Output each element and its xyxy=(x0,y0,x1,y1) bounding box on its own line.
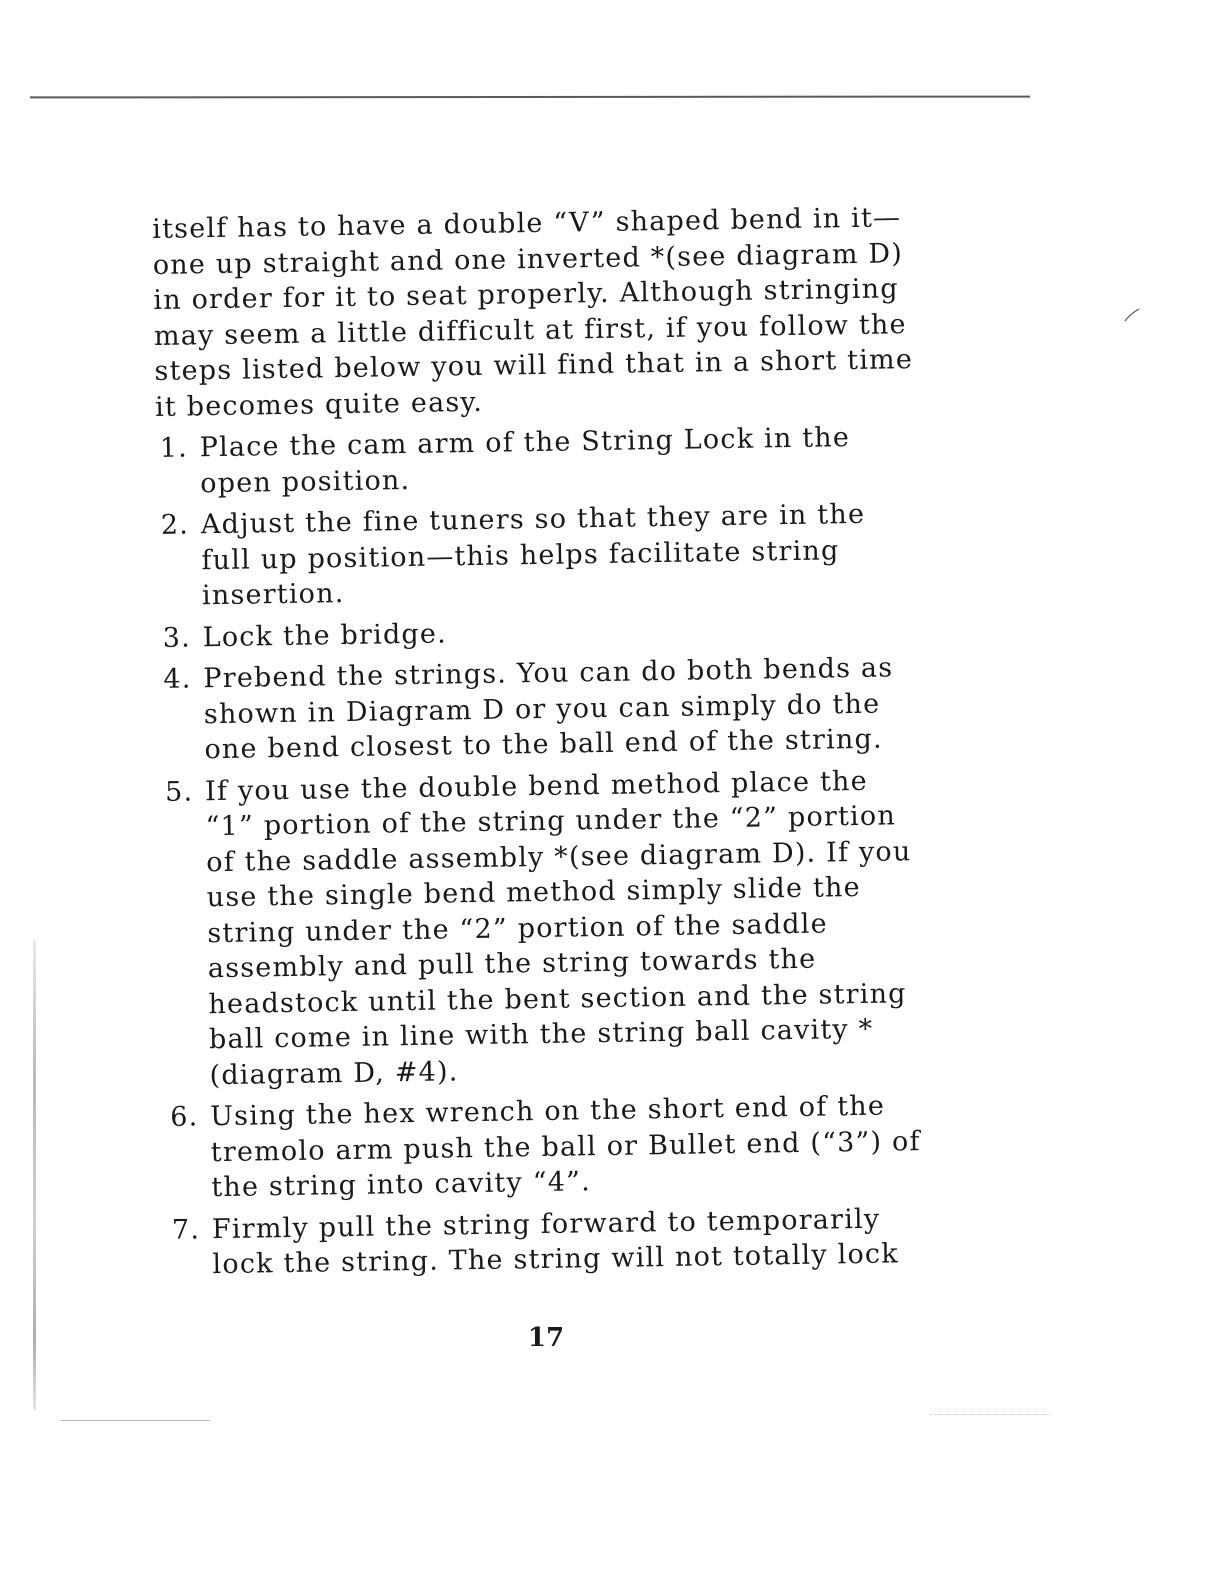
step-item xyxy=(155,419,916,502)
step-item xyxy=(157,496,919,614)
step-item xyxy=(168,1200,929,1283)
top-rule xyxy=(30,96,1030,99)
step-number: 4. xyxy=(163,663,192,695)
bottom-rule-left xyxy=(60,1420,210,1421)
step-text: Place the cam arm of the String Lock in the open position. xyxy=(199,422,851,499)
page-number: 17 xyxy=(527,1323,565,1353)
step-item xyxy=(166,1088,928,1206)
step-text: Prebend the strings. You can do both bends as shown in Diagram D or you can simply do the one bend closest to the ball end of the string. xyxy=(203,652,894,766)
stringing-steps-list xyxy=(155,419,928,1283)
step-text: Firmly pull the string forward to temporarily lock the string. The string will not totally lock xyxy=(211,1203,900,1281)
step-text: Lock the bridge. xyxy=(202,617,448,653)
scan-edge-shadow xyxy=(33,940,36,1410)
step-text: Adjust the fine tuners so that they are in the full up position—this helps facilitate string insertion. xyxy=(200,498,866,612)
step-item xyxy=(158,609,918,656)
intro-paragraph: itself has to have a double “V” shaped bend in it— one up straight and one inverted *(see diagram D) in order for it to seat properly. Although stringing may seem a little difficult at first, if you follow the steps listed below you will find that in a short time it becomes quite easy. xyxy=(152,202,914,423)
step-number: 3. xyxy=(162,621,192,654)
step-number: 6. xyxy=(169,1101,199,1133)
step-number: 1. xyxy=(159,432,189,464)
step-text: If you use the double bend method place the “1” portion of the string under the “2” portion of the saddle assembly *(see diagram D). If you use the single bend method simply slide the string under the “2” portion of the saddle assembly and pull the string towards the headstock until the bent section and the string ball come in line with the string ball cavity *(diagram D, #4). xyxy=(204,765,912,1091)
step-text: Using the hex wrench on the short end of the tremolo arm push the ball or Bullet end (“3”) of the string into cavity “4”. xyxy=(209,1090,921,1204)
step-number: 2. xyxy=(160,509,190,541)
step-number: 7. xyxy=(171,1213,201,1246)
step-number: 5. xyxy=(164,775,194,808)
bottom-rule-right xyxy=(930,1414,1050,1415)
step-item xyxy=(159,650,921,768)
page-body xyxy=(152,200,929,1289)
step-item xyxy=(161,762,926,1093)
stray-pen-mark xyxy=(1124,308,1140,322)
